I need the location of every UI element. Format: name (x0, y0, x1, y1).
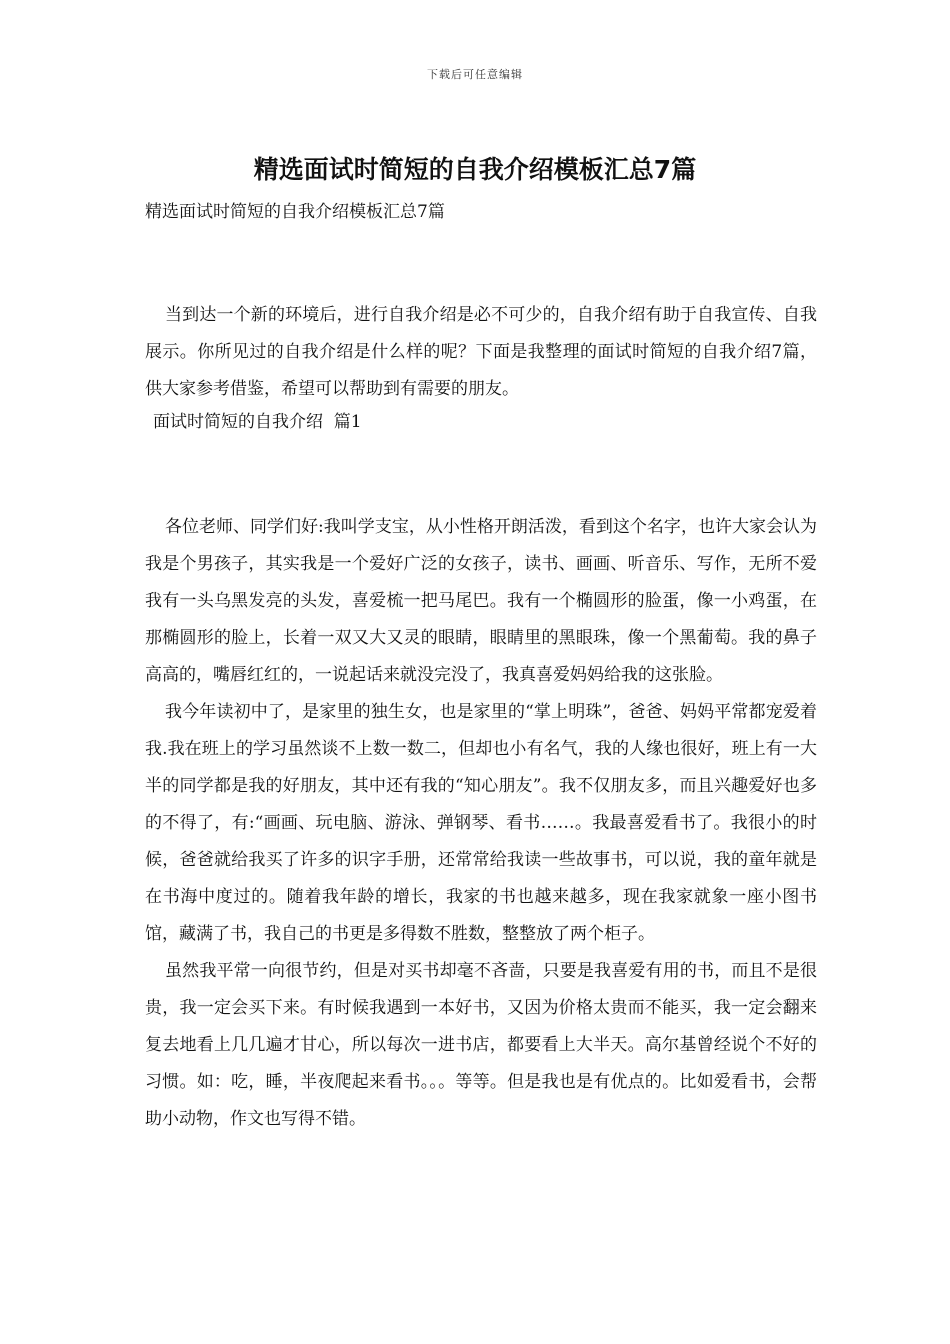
body-paragraph: 各位老师、同学们好:我叫学支宝，从小性格开朗活泼，看到这个名字，也许大家会认为我是个男孩子，其实我是一个爱好广泛的女孩子，读书、画画、听音乐、写作，无所不爱我有一头乌黑发亮的头发，喜爱梳一把马尾巴。我有一个椭圆形的脸蛋，像一小鸡蛋，在那椭圆形的脸上，长着一双又大又灵的眼睛，眼睛里的黑眼珠，像一个黑葡萄。我的鼻子高高的，嘴唇红红的，一说起话来就没完没了，我真喜爱妈妈给我的这张脸。 (145, 517, 817, 685)
intro-paragraph: 当到达一个新的环境后，进行自我介绍是必不可少的，自我介绍有助于自我宣传、自我展示。你所见过的自我介绍是什么样的呢？下面是我整理的面试时简短的自我介绍7篇，供大家参考借鉴，希望可以帮助到有需要的朋友。 (145, 305, 817, 399)
body-paragraph: 我今年读初中了，是家里的独生女，也是家里的“掌上明珠”，爸爸、妈妈平常都宠爱着我.我在班上的学习虽然谈不上数一数二，但却也小有名气，我的人缘也很好，班上有一大半的同学都是我的好朋友，其中还有我的“知心朋友”。我不仅朋友多，而且兴趣爱好也多的不得了，有:“画画、玩电脑、游泳、弹钢琴、看书……。我最喜爱看书了。我很小的时候，爸爸就给我买了许多的识字手册，还常常给我读一些故事书，可以说，我的童年就是在书海中度过的。随着我年龄的增长，我家的书也越来越多，现在我家就象一座小图书馆，藏满了书，我自己的书更是多得数不胜数，整整放了两个柜子。 (145, 702, 817, 944)
intro-block (145, 297, 817, 408)
body-paragraph: 虽然我平常一向很节约，但是对买书却毫不吝啬，只要是我喜爱有用的书，而且不是很贵，我一定会买下来。有时候我遇到一本好书，又因为价格太贵而不能买，我一定会翻来复去地看上几几遍才甘心，所以每次一进书店，都要看上大半天。高尔基曾经说个不好的习惯。如：吃，睡，半夜爬起来看书。。。等等。但是我也是有优点的。比如爱看书，会帮助小动物，作文也写得不错。 (145, 961, 817, 1129)
header-note: 下载后可任意编辑 (427, 68, 523, 81)
document-subtitle: 精选面试时简短的自我介绍模板汇总7篇 (145, 202, 445, 222)
section-body (145, 509, 817, 1138)
section-heading: 面试时简短的自我介绍 篇1 (153, 412, 362, 432)
document-title: 精选面试时简短的自我介绍模板汇总7篇 (253, 155, 697, 184)
